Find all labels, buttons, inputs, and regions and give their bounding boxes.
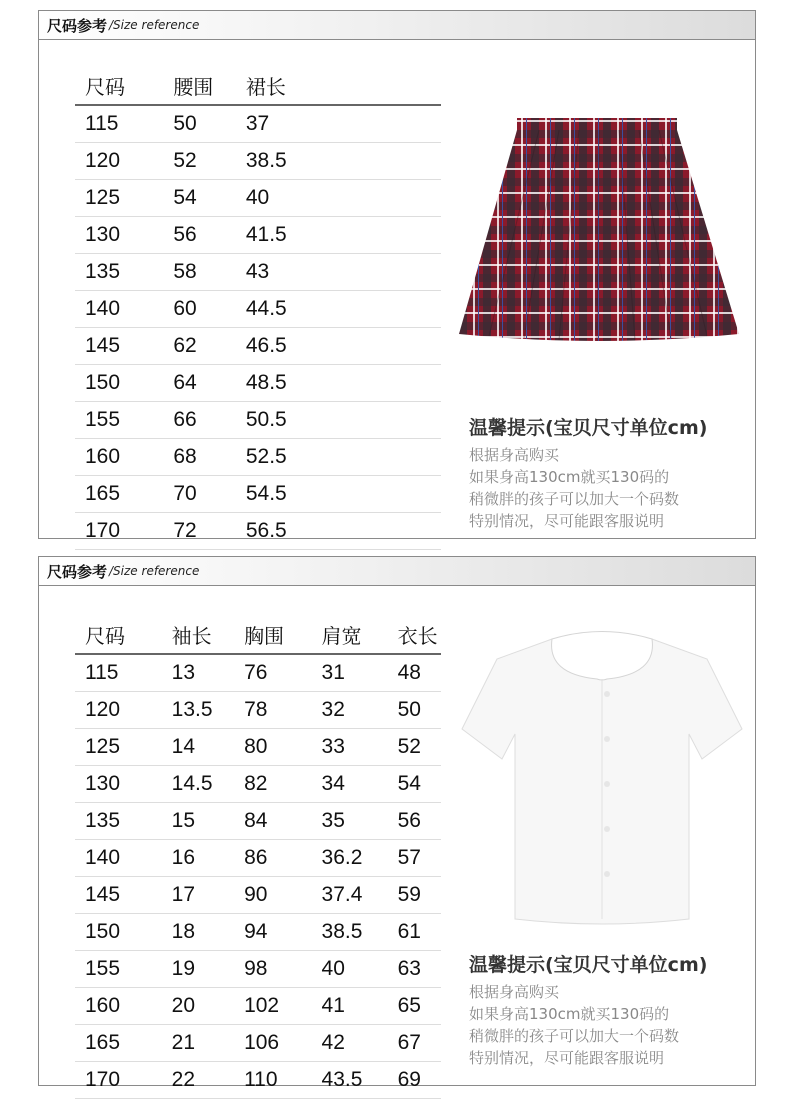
- table-cell: 41: [322, 988, 398, 1025]
- table-cell: 35: [322, 803, 398, 840]
- table-row: [75, 877, 441, 914]
- table-cell: 43: [246, 254, 441, 291]
- table-cell: 33: [322, 729, 398, 766]
- table-cell: 18: [172, 914, 244, 951]
- table-cell: 41.5: [246, 217, 441, 254]
- column-header: 袖长: [172, 615, 244, 654]
- table-cell: 76: [244, 654, 321, 692]
- table-row: [75, 402, 441, 439]
- table-cell: 140: [75, 840, 172, 877]
- skirt-size-panel: [38, 10, 756, 542]
- table-cell: 13.5: [172, 692, 244, 729]
- table-cell: 50: [173, 105, 246, 143]
- table-cell: 62: [173, 328, 246, 365]
- table-cell: 37: [246, 105, 441, 143]
- table-cell: 57: [398, 840, 441, 877]
- table-cell: 145: [75, 877, 172, 914]
- table-cell: 66: [173, 402, 246, 439]
- table-cell: 50: [398, 692, 441, 729]
- table-row: [75, 328, 441, 365]
- table-cell: 67: [398, 1025, 441, 1062]
- tip-line: 根据身高购买: [469, 983, 560, 1001]
- header-subtitle: /Size reference: [109, 18, 200, 32]
- table-row: [75, 766, 441, 803]
- table-cell: 58: [173, 254, 246, 291]
- table-cell: 52.5: [246, 439, 441, 476]
- table-cell: 84: [244, 803, 321, 840]
- table-cell: 69: [398, 1062, 441, 1099]
- column-header: 尺码: [75, 66, 173, 105]
- table-row: [75, 729, 441, 766]
- table-cell: 52: [173, 143, 246, 180]
- plaid-skirt-image: [459, 106, 744, 346]
- table-cell: 155: [75, 951, 172, 988]
- table-cell: 61: [398, 914, 441, 951]
- table-row: [75, 291, 441, 328]
- table-cell: 150: [75, 365, 173, 402]
- table-cell: 20: [172, 988, 244, 1025]
- header-subtitle: /Size reference: [109, 564, 200, 578]
- table-cell: 106: [244, 1025, 321, 1062]
- table-row: [75, 1062, 441, 1099]
- table-cell: 98: [244, 951, 321, 988]
- shirt-size-panel: [38, 556, 756, 1091]
- table-cell: 165: [75, 1025, 172, 1062]
- table-cell: 150: [75, 914, 172, 951]
- table-cell: 48: [398, 654, 441, 692]
- table-cell: 90: [244, 877, 321, 914]
- panel-header: [39, 557, 755, 586]
- table-cell: 78: [244, 692, 321, 729]
- table-cell: 56: [173, 217, 246, 254]
- table-cell: 72: [173, 513, 246, 550]
- table-cell: 54.5: [246, 476, 441, 513]
- table-cell: 135: [75, 254, 173, 291]
- table-cell: 32: [322, 692, 398, 729]
- table-cell: 130: [75, 766, 172, 803]
- table-cell: 38.5: [322, 914, 398, 951]
- table-cell: 15: [172, 803, 244, 840]
- table-cell: 68: [173, 439, 246, 476]
- table-row: [75, 180, 441, 217]
- table-cell: 160: [75, 988, 172, 1025]
- tip-line: 如果身高130cm就买130码的: [469, 468, 670, 486]
- table-row: [75, 254, 441, 291]
- column-header: 尺码: [75, 615, 172, 654]
- table-cell: 38.5: [246, 143, 441, 180]
- table-cell: 86: [244, 840, 321, 877]
- table-cell: 21: [172, 1025, 244, 1062]
- column-header: 衣长: [398, 615, 441, 654]
- table-cell: 40: [246, 180, 441, 217]
- table-cell: 120: [75, 143, 173, 180]
- table-cell: 16: [172, 840, 244, 877]
- table-cell: 120: [75, 692, 172, 729]
- column-header: 裙长: [246, 66, 441, 105]
- size-tip: [469, 950, 707, 1069]
- table-row: [75, 654, 441, 692]
- table-cell: 52: [398, 729, 441, 766]
- table-cell: 19: [172, 951, 244, 988]
- table-cell: 22: [172, 1062, 244, 1099]
- table-cell: 115: [75, 654, 172, 692]
- tip-line: 根据身高购买: [469, 446, 560, 464]
- table-cell: 140: [75, 291, 173, 328]
- tip-line: 如果身高130cm就买130码的: [469, 1005, 670, 1023]
- table-cell: 63: [398, 951, 441, 988]
- table-cell: 130: [75, 217, 173, 254]
- table-cell: 115: [75, 105, 173, 143]
- table-cell: 102: [244, 988, 321, 1025]
- column-header: 肩宽: [322, 615, 398, 654]
- column-header: 腰围: [173, 66, 246, 105]
- table-cell: 54: [173, 180, 246, 217]
- tip-title: 温馨提示(宝贝尺寸单位cm): [469, 417, 708, 439]
- table-cell: 170: [75, 513, 173, 550]
- table-cell: 36.2: [322, 840, 398, 877]
- table-row: [75, 692, 441, 729]
- table-row: [75, 143, 441, 180]
- tip-line: 特别情况，尽可能跟客服说明: [469, 1049, 665, 1067]
- table-row: [75, 840, 441, 877]
- white-shirt-image: [457, 619, 747, 929]
- table-cell: 43.5: [322, 1062, 398, 1099]
- table-row: [75, 914, 441, 951]
- table-row: [75, 1025, 441, 1062]
- skirt-size-table: [75, 66, 441, 550]
- table-cell: 170: [75, 1062, 172, 1099]
- table-cell: 70: [173, 476, 246, 513]
- table-row: [75, 105, 441, 143]
- table-cell: 48.5: [246, 365, 441, 402]
- table-cell: 37.4: [322, 877, 398, 914]
- table-cell: 125: [75, 180, 173, 217]
- table-cell: 160: [75, 439, 173, 476]
- table-row: [75, 476, 441, 513]
- table-row: [75, 365, 441, 402]
- table-cell: 145: [75, 328, 173, 365]
- table-cell: 34: [322, 766, 398, 803]
- table-cell: 46.5: [246, 328, 441, 365]
- tip-line: 特别情况，尽可能跟客服说明: [469, 512, 665, 530]
- table-cell: 14: [172, 729, 244, 766]
- table-cell: 17: [172, 877, 244, 914]
- table-cell: 42: [322, 1025, 398, 1062]
- table-cell: 94: [244, 914, 321, 951]
- tip-line: 稍微胖的孩子可以加大一个码数: [469, 490, 680, 508]
- table-cell: 125: [75, 729, 172, 766]
- header-title: 尺码参考: [47, 16, 108, 35]
- tip-title: 温馨提示(宝贝尺寸单位cm): [469, 954, 708, 976]
- header-title: 尺码参考: [47, 562, 108, 581]
- column-header: 胸围: [244, 615, 321, 654]
- table-cell: 31: [322, 654, 398, 692]
- table-row: [75, 803, 441, 840]
- table-cell: 14.5: [172, 766, 244, 803]
- table-cell: 135: [75, 803, 172, 840]
- table-row: [75, 513, 441, 550]
- table-row: [75, 439, 441, 476]
- table-cell: 13: [172, 654, 244, 692]
- table-cell: 40: [322, 951, 398, 988]
- panel-header: [39, 11, 755, 40]
- size-tip: [469, 413, 707, 532]
- table-cell: 110: [244, 1062, 321, 1099]
- table-cell: 56.5: [246, 513, 441, 550]
- table-cell: 155: [75, 402, 173, 439]
- table-cell: 44.5: [246, 291, 441, 328]
- table-cell: 65: [398, 988, 441, 1025]
- shirt-size-table: [75, 615, 441, 1099]
- table-cell: 54: [398, 766, 441, 803]
- table-cell: 64: [173, 365, 246, 402]
- table-row: [75, 951, 441, 988]
- table-cell: 60: [173, 291, 246, 328]
- table-cell: 56: [398, 803, 441, 840]
- table-cell: 165: [75, 476, 173, 513]
- table-row: [75, 217, 441, 254]
- table-row: [75, 988, 441, 1025]
- table-cell: 80: [244, 729, 321, 766]
- table-cell: 82: [244, 766, 321, 803]
- tip-line: 稍微胖的孩子可以加大一个码数: [469, 1027, 680, 1045]
- table-cell: 59: [398, 877, 441, 914]
- table-cell: 50.5: [246, 402, 441, 439]
